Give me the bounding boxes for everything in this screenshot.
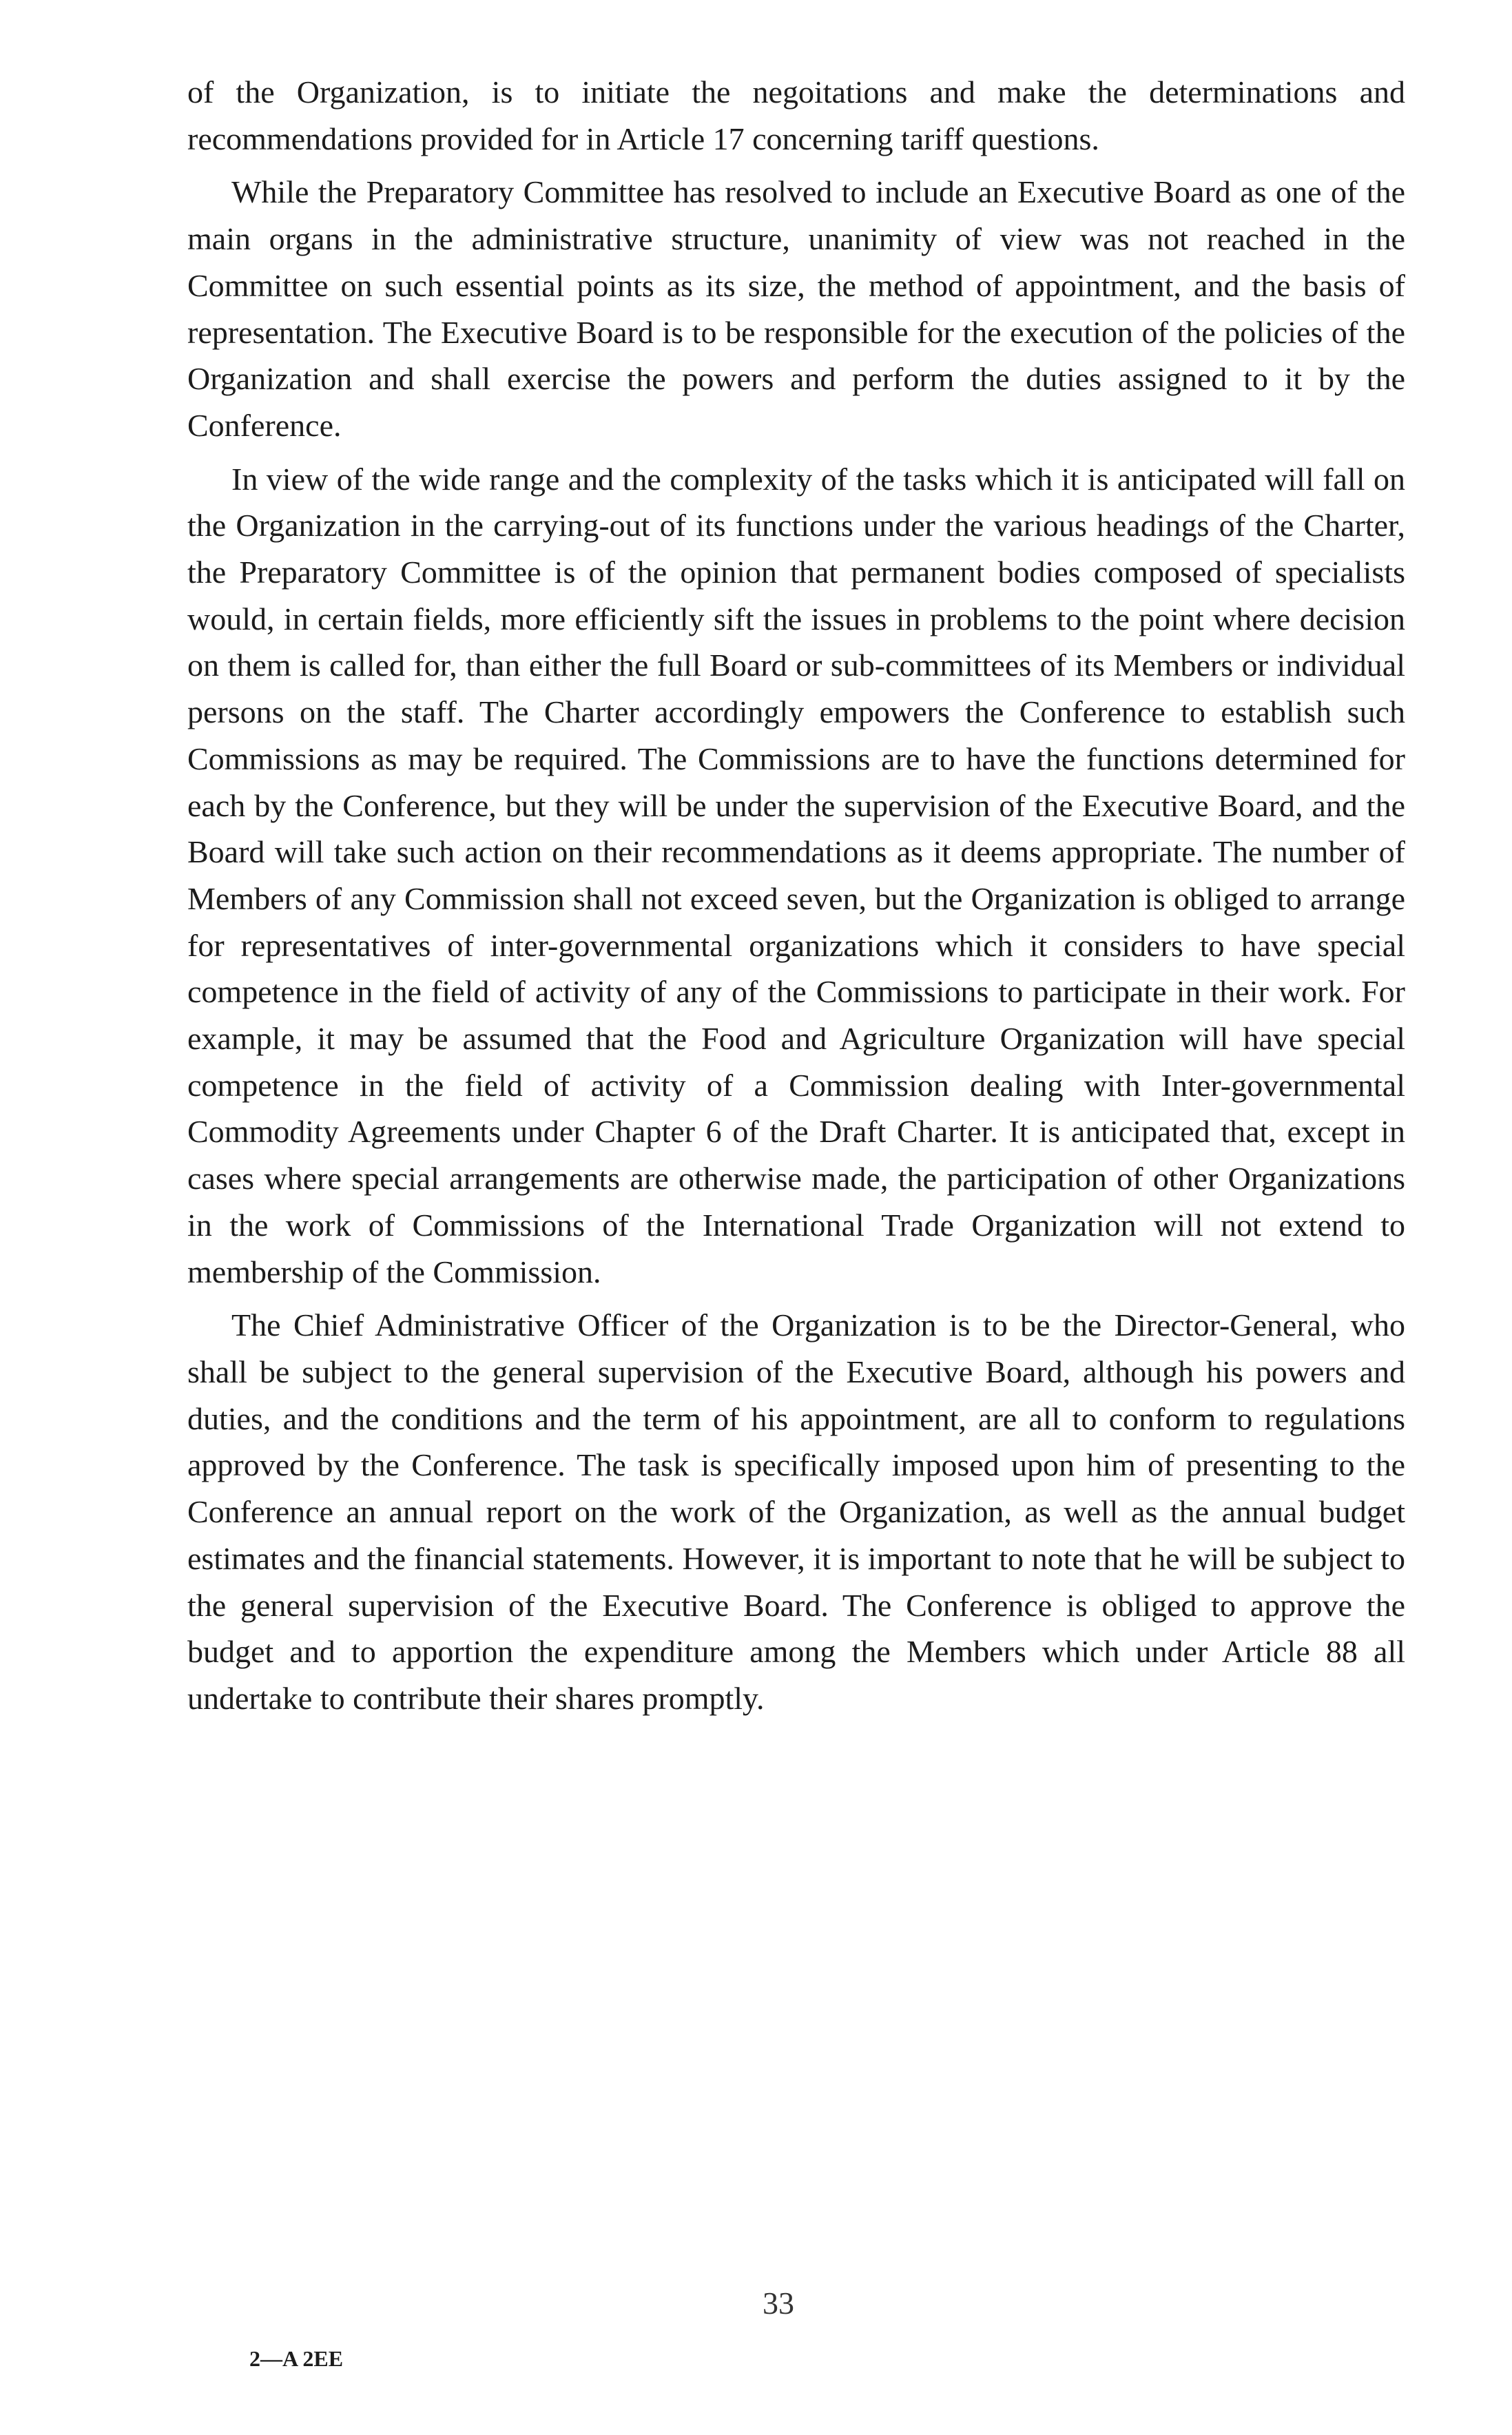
paragraph-2: While the Preparatory Committee has resolved to include an Executive Board as one of the main organs in the administrative structure, unanimity of view was not reached in the Committee on such essential points as its size, the method of appointment, and the basis of representation. The Executive Board is to be responsible for the execution of the policies of the Organization and shall exercise the powers and perform the duties assigned to it by the Conference. xyxy=(187,174,1405,443)
paragraph-3: In view of the wide range and the complexity of the tasks which it is anticipated will fall on the Organization in the carrying-out of its functions under the various headings of the Charter, the Preparatory Committee is of the opinion that permanent bodies composed of specialists would, in certain fields, more efficiently sift the issues in problems to the point where decision on them is called for, than either the full Board or sub-committees of its Members or individual persons on the staff. The Charter accordingly empowers the Conference to establish such Commissions as may be required. The Commissions are to have the functions determined for each by the Conference, but they will be under the supervision of the Executive Board, and the Board will take such action on their recommendations as it deems appropriate. The number of Members of any Commission shall not exceed seven, but the Organization is obliged to arrange for representatives of inter-governmental organizations which it considers to have special competence in the field of activity of any of the Commissions to participate in their work. For example, it may be assumed that the Food and Agriculture Organization will have special competence in the field of activity of a Commission dealing with Inter-governmental Commodity Agreements under Chapter 6 of the Draft Charter. It is anticipated that, except in cases where special arrangements are otherwise made, the participation of other Organizations in the work of Commissions of the International Trade Organization will not extend to membership of the Commission. xyxy=(187,461,1405,1289)
page-number: 33 xyxy=(763,2286,794,2321)
paragraph-1: of the Organization, is to initiate the negoitations and make the determinations and recommendations provided for in Article 17 concerning tariff questions. xyxy=(187,74,1405,156)
paragraph-4: The Chief Administrative Officer of the Organization is to be the Director-General, who shall be subject to the general supervision of the Executive Board, although his powers and duties, and the conditions and the term of his appointment, are all to conform to regulations approved by the Conference. The task is specifically imposed upon him of presenting to the Conference an annual report on the work of the Organization, as well as the annual budget estimates and the financial statements. However, it is important to note that he will be subject to the general supervision of the Executive Board. The Conference is obliged to approve the budget and to apportion the expenditure among the Members which under Article 88 all undertake to contribute their shares promptly. xyxy=(187,1307,1405,1716)
printer-signature-mark: 2—A 2EE xyxy=(249,2346,344,2371)
page-body-text xyxy=(187,69,1405,1722)
